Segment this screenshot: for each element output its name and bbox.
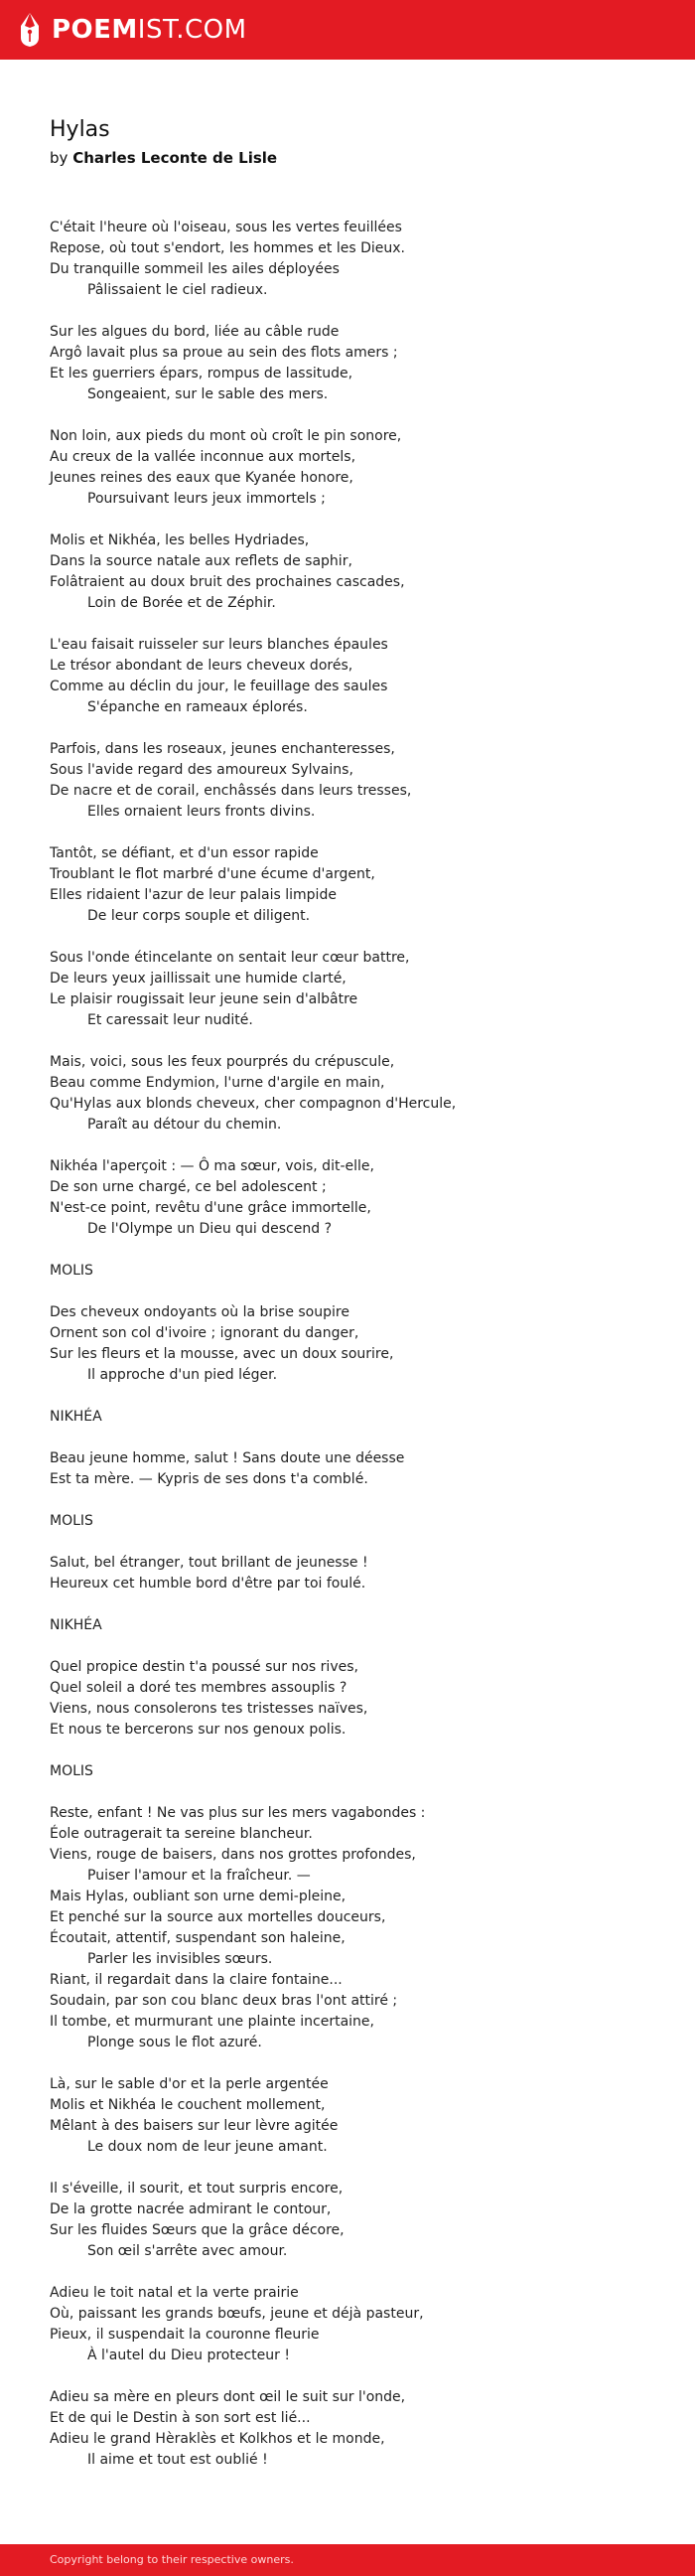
poem-line: N'est-ce point, revêtu d'une grâce immortelle, [50, 1200, 371, 1216]
stanza [50, 218, 665, 301]
poem-body [50, 218, 665, 2471]
poem-line: Il s'éveille, il sourit, et tout surpris encore, [50, 2181, 344, 2197]
stanza [50, 2387, 665, 2471]
logo-strong-text: POEM [52, 15, 138, 45]
poem-line: Sous l'onde étincelante on sentait leur cœur battre, [50, 950, 410, 966]
poem-line: Viens, nous consolerons tes tristesses naïves, [50, 1701, 368, 1717]
poem-line: Là, sur le sable d'or et la perle argentée [50, 2076, 329, 2092]
poem-content [50, 116, 665, 2492]
poem-line: Ornent son col d'ivoire ; ignorant du danger, [50, 1325, 359, 1341]
stanza [50, 1657, 665, 1741]
poem-line: À l'autel du Dieu protecteur ! [87, 2348, 290, 2363]
stanza [50, 2179, 665, 2262]
poem-line: Repose, où tout s'endort, les hommes et les Dieux. [50, 240, 405, 256]
poem-line: Adieu sa mère en pleurs dont œil le suit sur l'onde, [50, 2389, 406, 2405]
stanza [50, 530, 665, 614]
poem-line: De leurs yeux jaillissait une humide clarté, [50, 971, 347, 986]
poem-line: Riant, il regardait dans la claire fontaine... [50, 1972, 343, 1988]
poem-line: Du tranquille sommeil les ailes déployées [50, 261, 340, 277]
poem-byline [50, 148, 665, 168]
poem-line: C'était l'heure où l'oiseau, sous les vertes feuillées [50, 220, 402, 235]
poem-line: Beau comme Endymion, l'urne d'argile en main, [50, 1075, 385, 1091]
speaker-label: NIKHÉA [50, 1409, 102, 1425]
poem-line: Elles ornaient leurs fronts divins. [87, 804, 316, 820]
stanza [50, 1448, 665, 1490]
poem-line: Beau jeune homme, salut ! Sans doute une déesse [50, 1450, 405, 1466]
poem-line: Paraît au détour du chemin. [87, 1117, 282, 1133]
stanza [50, 2074, 665, 2158]
poem-line: Argô lavait plus sa proue au sein des flots amers ; [50, 345, 398, 361]
poem-line: Adieu le grand Hèraklès et Kolkhos et le monde, [50, 2431, 385, 2447]
poem-line: Parler les invisibles sœurs. [87, 1951, 273, 1967]
poem-line: Et nous te bercerons sur nos genoux polis. [50, 1722, 347, 1738]
poem-line: Non loin, aux pieds du mont où croît le pin sonore, [50, 428, 402, 444]
by-label: by [50, 149, 69, 167]
poem-line: Pâlissaient le ciel radieux. [87, 282, 268, 298]
poem-line: De nacre et de corail, enchâssés dans leurs tresses, [50, 783, 412, 799]
speaker-label: MOLIS [50, 1513, 93, 1529]
poem-line: Puiser l'amour et la fraîcheur. — [87, 1868, 311, 1884]
site-logo-link[interactable] [18, 12, 247, 48]
poem-line: Son œil s'arrête avec amour. [87, 2243, 288, 2259]
poem-line: Mais Hylas, oubliant son urne demi-pleine, [50, 1889, 347, 1904]
poem-title: Hylas [50, 117, 110, 142]
logo-light-text: IST.COM [137, 15, 247, 45]
site-footer [0, 2544, 695, 2576]
pen-nib-icon [18, 12, 42, 48]
site-header [0, 0, 695, 60]
copyright-text: Copyright belong to their respective owners. [50, 2553, 294, 2566]
poem-line: Et les guerriers épars, rompus de lassitude, [50, 366, 353, 381]
poem-line: Molis et Nikhéa, les belles Hydriades, [50, 532, 310, 548]
poem-line: Heureux cet humble bord d'être par toi foulé. [50, 1576, 366, 1591]
poem-line: Poursuivant leurs jeux immortels ; [87, 491, 326, 507]
poem-line: Viens, rouge de baisers, dans nos grottes profondes, [50, 1847, 416, 1863]
stanza [50, 948, 665, 1031]
poem-line: De leur corps souple et diligent. [87, 908, 311, 924]
poem-line: Où, paissant les grands bœufs, jeune et déjà pasteur, [50, 2306, 424, 2322]
poem-line: Quel propice destin t'a poussé sur nos rives, [50, 1659, 358, 1675]
poem-line: De son urne chargé, ce bel adolescent ; [50, 1179, 327, 1195]
poem-line: Loin de Borée et de Zéphir. [87, 595, 276, 611]
poem-line: Au creux de la vallée inconnue aux mortels, [50, 449, 356, 465]
stanza [50, 2283, 665, 2366]
poem-line: Soudain, par son cou blanc deux bras l'ont attiré ; [50, 1993, 398, 2009]
stanza [50, 1803, 665, 2053]
poem-line: Mais, voici, sous les feux pourprés du crépuscule, [50, 1054, 395, 1070]
stanza [50, 1052, 665, 1136]
speaker-label: MOLIS [50, 1763, 93, 1779]
poem-line: Le doux nom de leur jeune amant. [87, 2139, 328, 2155]
poem-line: Il aime et tout est oublié ! [87, 2452, 268, 2468]
author-link[interactable]: Charles Leconte de Lisle [72, 149, 278, 167]
stanza [50, 322, 665, 405]
poem-line: Pieux, il suspendait la couronne fleurie [50, 2327, 320, 2343]
poem-line: Parfois, dans les roseaux, jeunes enchanteresses, [50, 741, 395, 757]
stanza [50, 426, 665, 510]
stanza [50, 1302, 665, 1386]
poem-line: Qu'Hylas aux blonds cheveux, cher compagnon d'Hercule, [50, 1096, 457, 1112]
poem-line: Des cheveux ondoyants où la brise soupire [50, 1304, 349, 1320]
poem-line: Nikhéa l'aperçoit : — Ô ma sœur, vois, dit-elle, [50, 1158, 374, 1174]
poem-line: De la grotte nacrée admirant le contour, [50, 2201, 332, 2217]
speaker-label: NIKHÉA [50, 1617, 102, 1633]
poem-line: Reste, enfant ! Ne vas plus sur les mers vagabondes : [50, 1805, 426, 1821]
poem-line: Il approche d'un pied léger. [87, 1367, 278, 1383]
poem-line: Comme au déclin du jour, le feuillage des saules [50, 679, 388, 694]
poem-line: Le plaisir rougissait leur jeune sein d'albâtre [50, 991, 358, 1007]
poem-line: L'eau faisait ruisseler sur leurs blanches épaules [50, 637, 388, 653]
stanza [50, 1156, 665, 1240]
poem-line: Songeaient, sur le sable des mers. [87, 386, 329, 402]
poem-line: Elles ridaient l'azur de leur palais limpide [50, 887, 337, 903]
poem-line: Et penché sur la source aux mortelles douceurs, [50, 1909, 386, 1925]
speaker-label: MOLIS [50, 1263, 93, 1279]
stanza [50, 635, 665, 718]
poem-line: Folâtraient au doux bruit des prochaines cascades, [50, 574, 405, 590]
poem-line: Il tombe, et murmurant une plainte incertaine, [50, 2014, 374, 2030]
poem-line: Et de qui le Destin à son sort est lié... [50, 2410, 311, 2426]
poem-line: S'épanche en rameaux éplorés. [87, 699, 308, 715]
poem-line: Jeunes reines des eaux que Kyanée honore, [50, 470, 353, 486]
poem-line: Quel soleil a doré tes membres assouplis ? [50, 1680, 348, 1696]
stanza [50, 739, 665, 823]
poem-line: Est ta mère. — Kypris de ses dons t'a comblé. [50, 1471, 368, 1487]
poem-line: Sous l'avide regard des amoureux Sylvains, [50, 762, 353, 778]
stanza [50, 1553, 665, 1594]
poem-line: Salut, bel étranger, tout brillant de jeunesse ! [50, 1555, 368, 1571]
poem-line: Éole outragerait ta sereine blancheur. [50, 1826, 313, 1842]
poem-line: Dans la source natale aux reflets de saphir, [50, 553, 352, 569]
site-logo-text [52, 12, 247, 48]
poem-line: Écoutait, attentif, suspendant son haleine, [50, 1930, 346, 1946]
poem-line: Sur les fleurs et la mousse, avec un doux sourire, [50, 1346, 394, 1362]
poem-line: Troublant le flot marbré d'une écume d'argent, [50, 866, 375, 882]
poem-line: Molis et Nikhéa le couchent mollement, [50, 2097, 326, 2113]
poem-line: Adieu le toit natal et la verte prairie [50, 2285, 299, 2301]
poem-line: Tantôt, se défiant, et d'un essor rapide [50, 845, 319, 861]
poem-line: Sur les fluides Sœurs que la grâce décore, [50, 2222, 345, 2238]
poem-line: De l'Olympe un Dieu qui descend ? [87, 1221, 333, 1237]
poem-line: Le trésor abondant de leurs cheveux dorés, [50, 658, 353, 674]
poem-line: Plonge sous le flot azuré. [87, 2035, 262, 2050]
poem-line: Et caressait leur nudité. [87, 1012, 253, 1028]
stanza [50, 843, 665, 927]
poem-line: Sur les algues du bord, liée au câble rude [50, 324, 340, 340]
poem-line: Mêlant à des baisers sur leur lèvre agitée [50, 2118, 339, 2134]
